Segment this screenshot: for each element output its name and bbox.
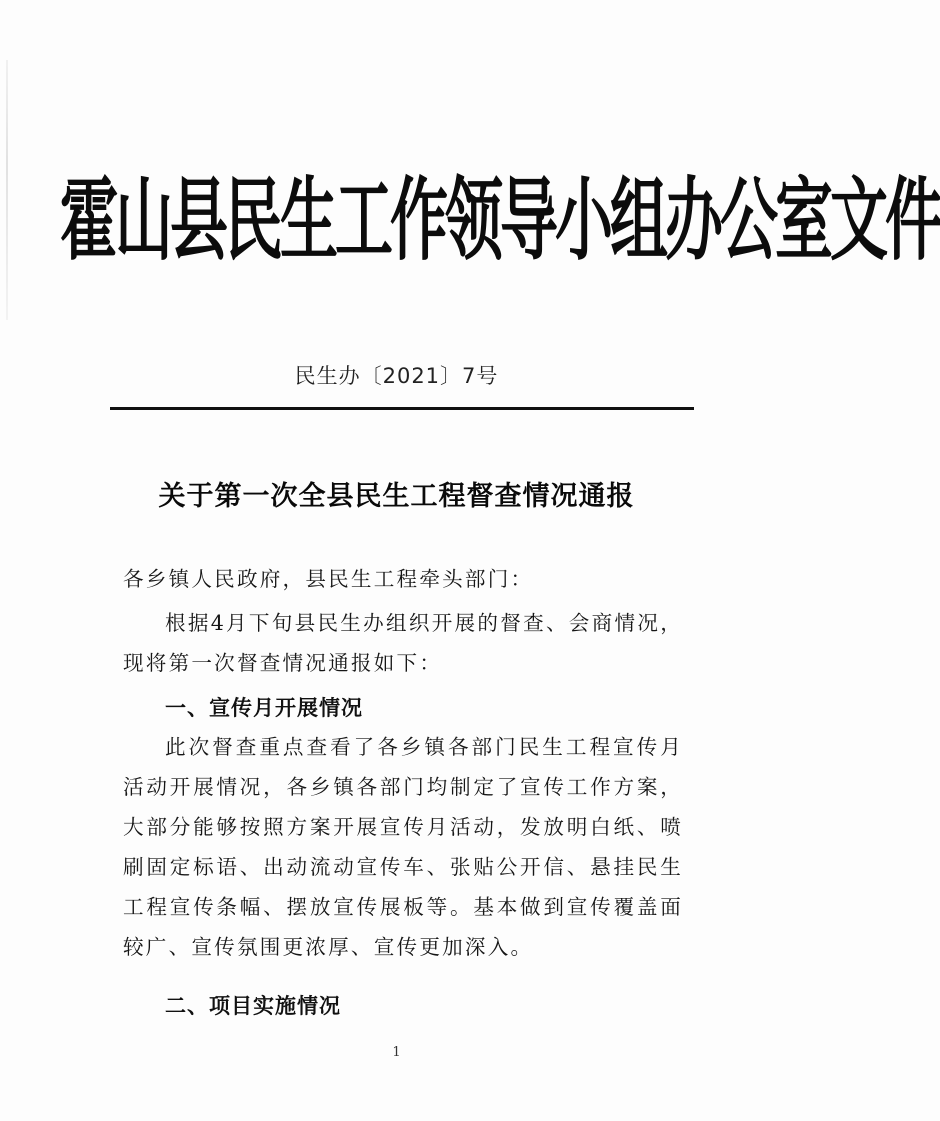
- section-heading-1: 一、宣传月开展情况: [165, 696, 363, 720]
- issuing-office-header: 霍山县民生工作领导小组办公室文件: [60, 167, 940, 273]
- document-title: 关于第一次全县民生工程督查情况通报: [158, 481, 635, 512]
- salutation: 各乡镇人民政府，县民生工程牵头部门：: [123, 567, 534, 591]
- document-number: 民生办〔2021〕7号: [294, 364, 499, 388]
- intro-paragraph: 根据4月下旬县民生办组织开展的督查、会商情况，现将第一次督查情况通报如下：: [123, 611, 683, 675]
- scan-edge-artifact: [6, 60, 8, 320]
- page-number: 1: [392, 1045, 401, 1060]
- section-heading-2: 二、项目实施情况: [165, 994, 341, 1018]
- header-divider-line: [110, 407, 694, 410]
- section-1-body: 此次督查重点查看了各乡镇各部门民生工程宣传月活动开展情况，各乡镇各部门均制定了宣传工作方案，大部分能够按照方案开展宣传月活动，发放明白纸、喷刷固定标语、出动流动宣传车、张贴公开信、悬挂民生工程宣传条幅、摆放宣传展板等。基本做到宣传覆盖面较广、宣传氛围更浓厚、宣传更加深入。: [123, 735, 683, 959]
